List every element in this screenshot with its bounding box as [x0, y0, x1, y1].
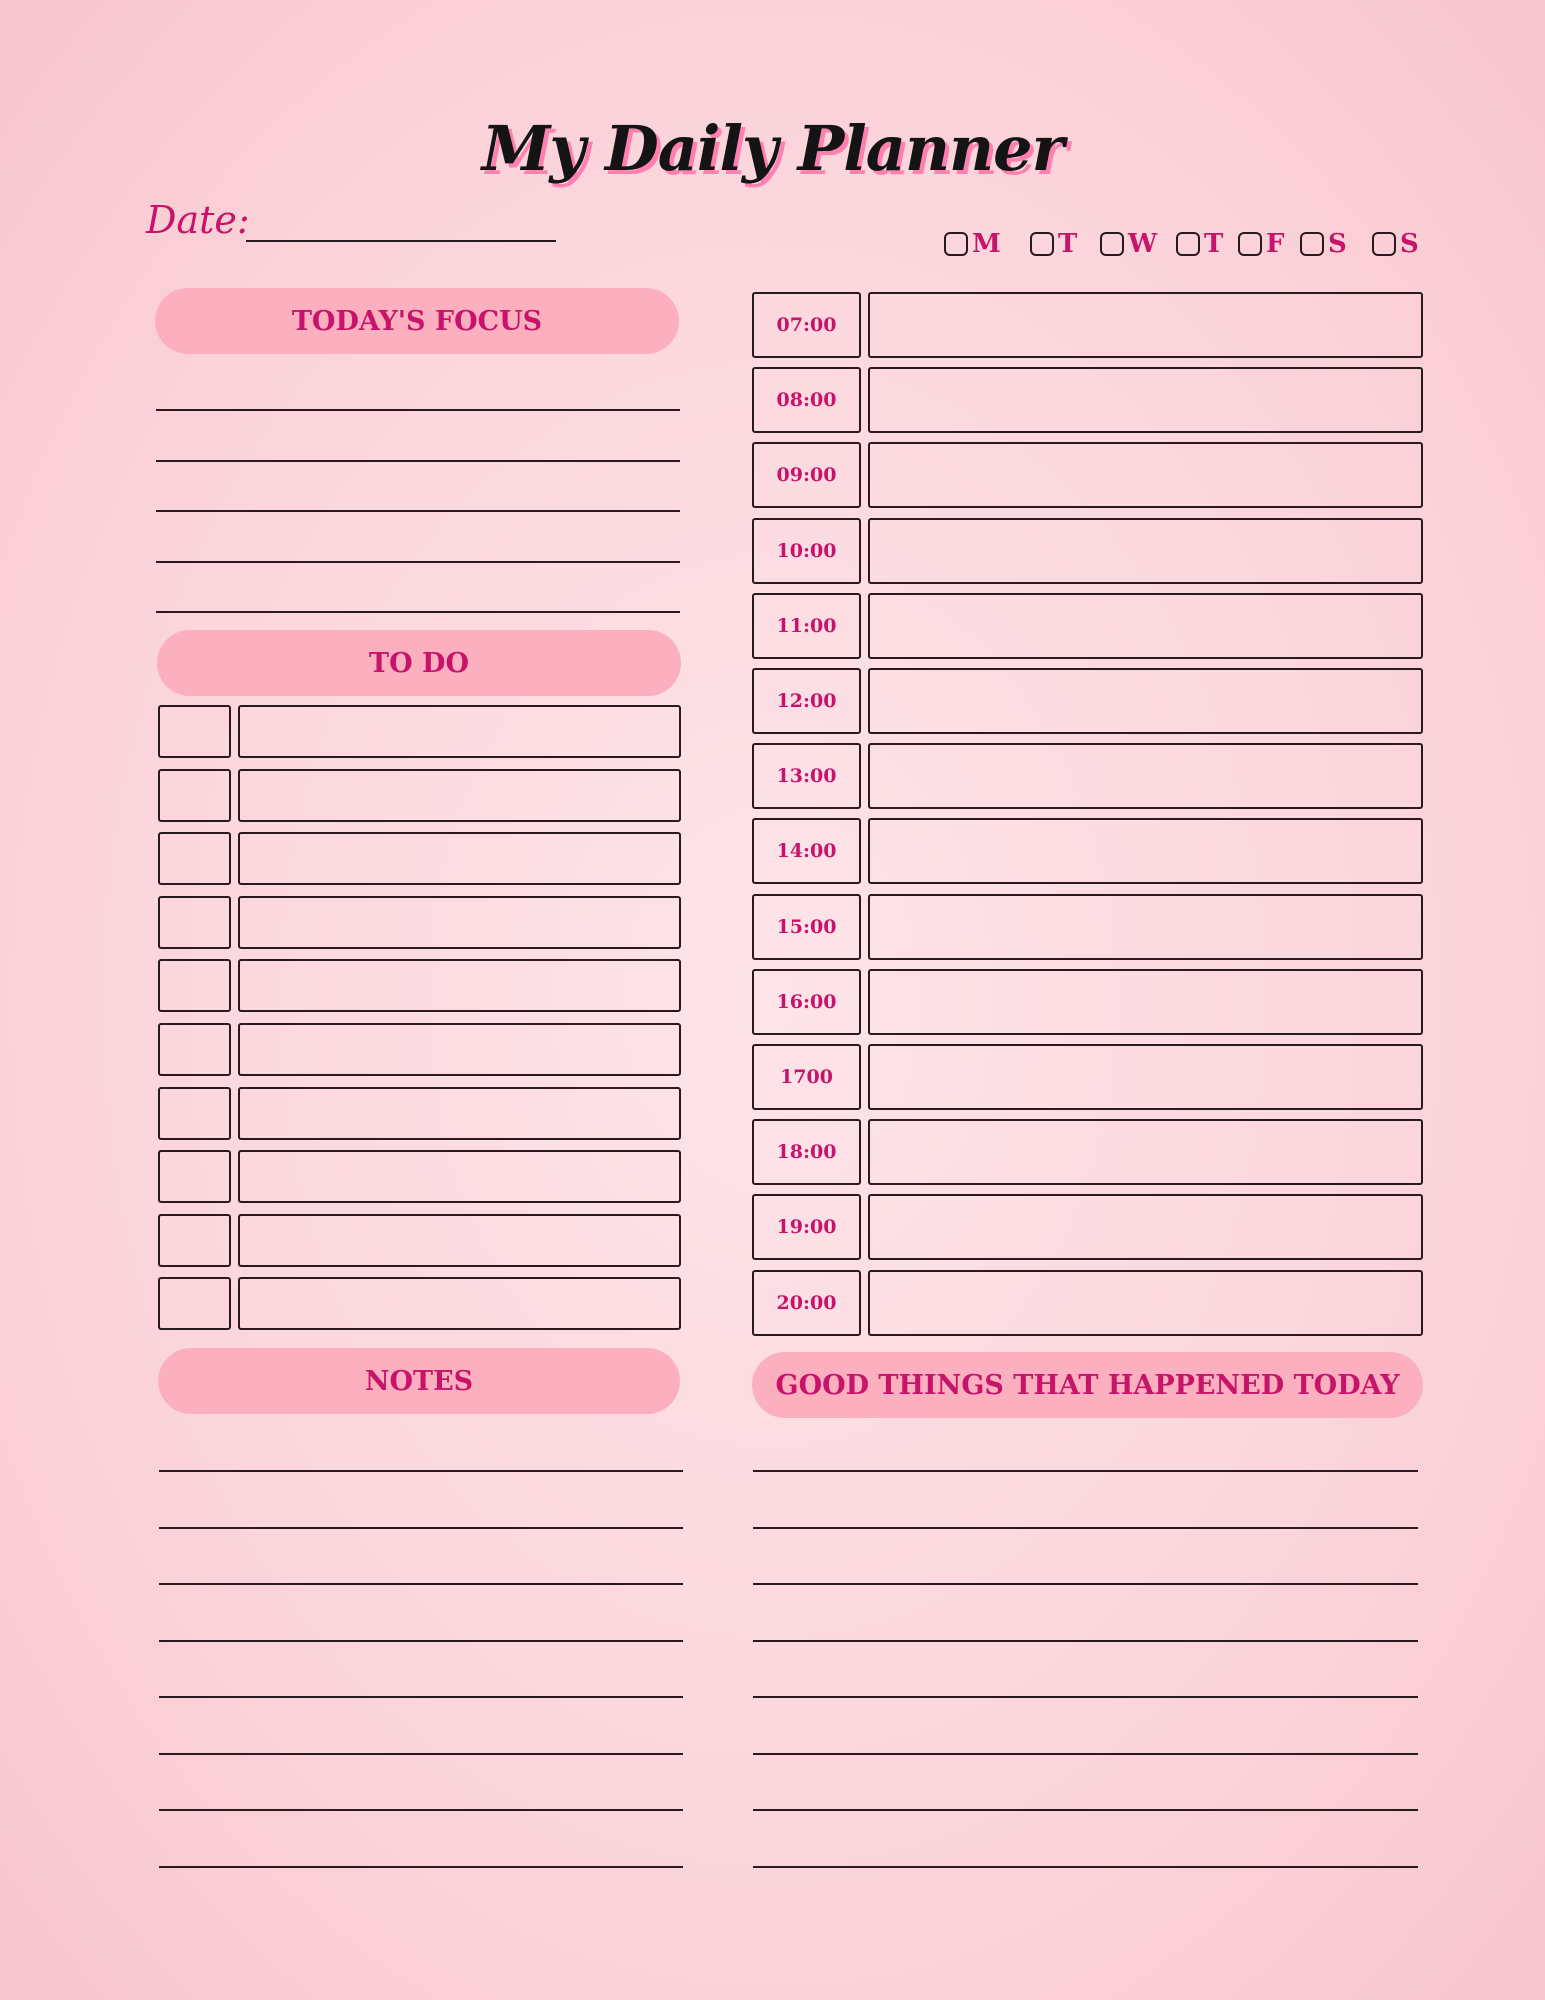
time-slot-label: 11:00: [752, 593, 861, 659]
time-slot-label: 16:00: [752, 969, 861, 1035]
day-option-friday[interactable]: [1238, 228, 1284, 260]
day-letter: S: [1400, 229, 1419, 259]
todo-item-field[interactable]: [238, 1277, 681, 1330]
time-slot-field[interactable]: [868, 743, 1423, 809]
focus-line[interactable]: [156, 561, 680, 563]
day-option-sunday[interactable]: [1372, 228, 1419, 260]
time-slot-field[interactable]: [868, 292, 1423, 358]
date-label: Date:: [146, 198, 250, 242]
time-slot-field[interactable]: [868, 518, 1423, 584]
notes-line[interactable]: [159, 1809, 683, 1811]
good-things-line[interactable]: [753, 1809, 1418, 1811]
todo-item-field[interactable]: [238, 832, 681, 885]
day-option-thursday[interactable]: [1176, 228, 1223, 260]
todo-checkbox[interactable]: [158, 896, 231, 949]
day-option-saturday[interactable]: [1300, 228, 1347, 260]
checkbox-icon[interactable]: [1100, 232, 1124, 256]
todo-item-field[interactable]: [238, 1150, 681, 1203]
checkbox-icon[interactable]: [1238, 232, 1262, 256]
time-slot-label: 18:00: [752, 1119, 861, 1185]
todo-item-field[interactable]: [238, 705, 681, 758]
time-slot-field[interactable]: [868, 818, 1423, 884]
time-slot-label: 13:00: [752, 743, 861, 809]
time-slot-field[interactable]: [868, 668, 1423, 734]
time-slot-label: 09:00: [752, 442, 861, 508]
time-slot-field[interactable]: [868, 1119, 1423, 1185]
time-slot-label: 14:00: [752, 818, 861, 884]
good-things-line[interactable]: [753, 1640, 1418, 1642]
notes-line[interactable]: [159, 1640, 683, 1642]
weekday-selector: [944, 228, 1424, 264]
todo-checkbox[interactable]: [158, 959, 231, 1012]
notes-line[interactable]: [159, 1696, 683, 1698]
todo-checkbox[interactable]: [158, 1023, 231, 1076]
day-letter: F: [1266, 229, 1285, 259]
time-slot-field[interactable]: [868, 593, 1423, 659]
good-things-line[interactable]: [753, 1527, 1418, 1529]
todo-checkbox[interactable]: [158, 832, 231, 885]
day-letter: M: [972, 229, 1001, 259]
time-slot-label: 07:00: [752, 292, 861, 358]
todo-checkbox[interactable]: [158, 1214, 231, 1267]
day-option-monday[interactable]: [944, 228, 1001, 260]
focus-line[interactable]: [156, 460, 680, 462]
day-option-wednesday[interactable]: [1100, 228, 1157, 260]
good-things-line[interactable]: [753, 1866, 1418, 1868]
time-slot-field[interactable]: [868, 894, 1423, 960]
notes-line[interactable]: [159, 1753, 683, 1755]
date-field-line[interactable]: [246, 240, 556, 242]
todo-item-field[interactable]: [238, 1087, 681, 1140]
time-slot-label: 12:00: [752, 668, 861, 734]
checkbox-icon[interactable]: [1176, 232, 1200, 256]
time-slot-field[interactable]: [868, 1194, 1423, 1260]
good-things-header: GOOD THINGS THAT HAPPENED TODAY: [752, 1352, 1423, 1418]
day-letter: W: [1128, 229, 1158, 259]
todo-checkbox[interactable]: [158, 1150, 231, 1203]
checkbox-icon[interactable]: [1030, 232, 1054, 256]
notes-header: NOTES: [158, 1348, 680, 1414]
notes-line[interactable]: [159, 1866, 683, 1868]
todo-item-field[interactable]: [238, 896, 681, 949]
good-things-line[interactable]: [753, 1470, 1418, 1472]
checkbox-icon[interactable]: [1300, 232, 1324, 256]
todo-header: TO DO: [157, 630, 681, 696]
time-slot-label: 20:00: [752, 1270, 861, 1336]
todo-item-field[interactable]: [238, 1214, 681, 1267]
time-slot-label: 10:00: [752, 518, 861, 584]
day-letter: T: [1058, 229, 1078, 259]
todo-checkbox[interactable]: [158, 705, 231, 758]
time-slot-label: 1700: [752, 1044, 861, 1110]
good-things-line[interactable]: [753, 1753, 1418, 1755]
day-letter: T: [1204, 229, 1224, 259]
checkbox-icon[interactable]: [1372, 232, 1396, 256]
todo-item-field[interactable]: [238, 769, 681, 822]
focus-line[interactable]: [156, 510, 680, 512]
time-slot-field[interactable]: [868, 1270, 1423, 1336]
notes-line[interactable]: [159, 1470, 683, 1472]
time-slot-label: 08:00: [752, 367, 861, 433]
notes-line[interactable]: [159, 1583, 683, 1585]
good-things-line[interactable]: [753, 1696, 1418, 1698]
time-slot-label: 15:00: [752, 894, 861, 960]
planner-title: My Daily Planner: [481, 112, 1064, 185]
day-option-tuesday[interactable]: [1030, 228, 1077, 260]
notes-line[interactable]: [159, 1527, 683, 1529]
todo-checkbox[interactable]: [158, 1277, 231, 1330]
day-letter: S: [1328, 229, 1347, 259]
todo-checkbox[interactable]: [158, 1087, 231, 1140]
time-slot-label: 19:00: [752, 1194, 861, 1260]
good-things-line[interactable]: [753, 1583, 1418, 1585]
time-slot-field[interactable]: [868, 1044, 1423, 1110]
time-slot-field[interactable]: [868, 367, 1423, 433]
todo-item-field[interactable]: [238, 1023, 681, 1076]
time-slot-field[interactable]: [868, 442, 1423, 508]
time-slot-field[interactable]: [868, 969, 1423, 1035]
todo-item-field[interactable]: [238, 959, 681, 1012]
checkbox-icon[interactable]: [944, 232, 968, 256]
todays-focus-header: TODAY'S FOCUS: [155, 288, 679, 354]
focus-line[interactable]: [156, 611, 680, 613]
focus-line[interactable]: [156, 409, 680, 411]
todo-checkbox[interactable]: [158, 769, 231, 822]
